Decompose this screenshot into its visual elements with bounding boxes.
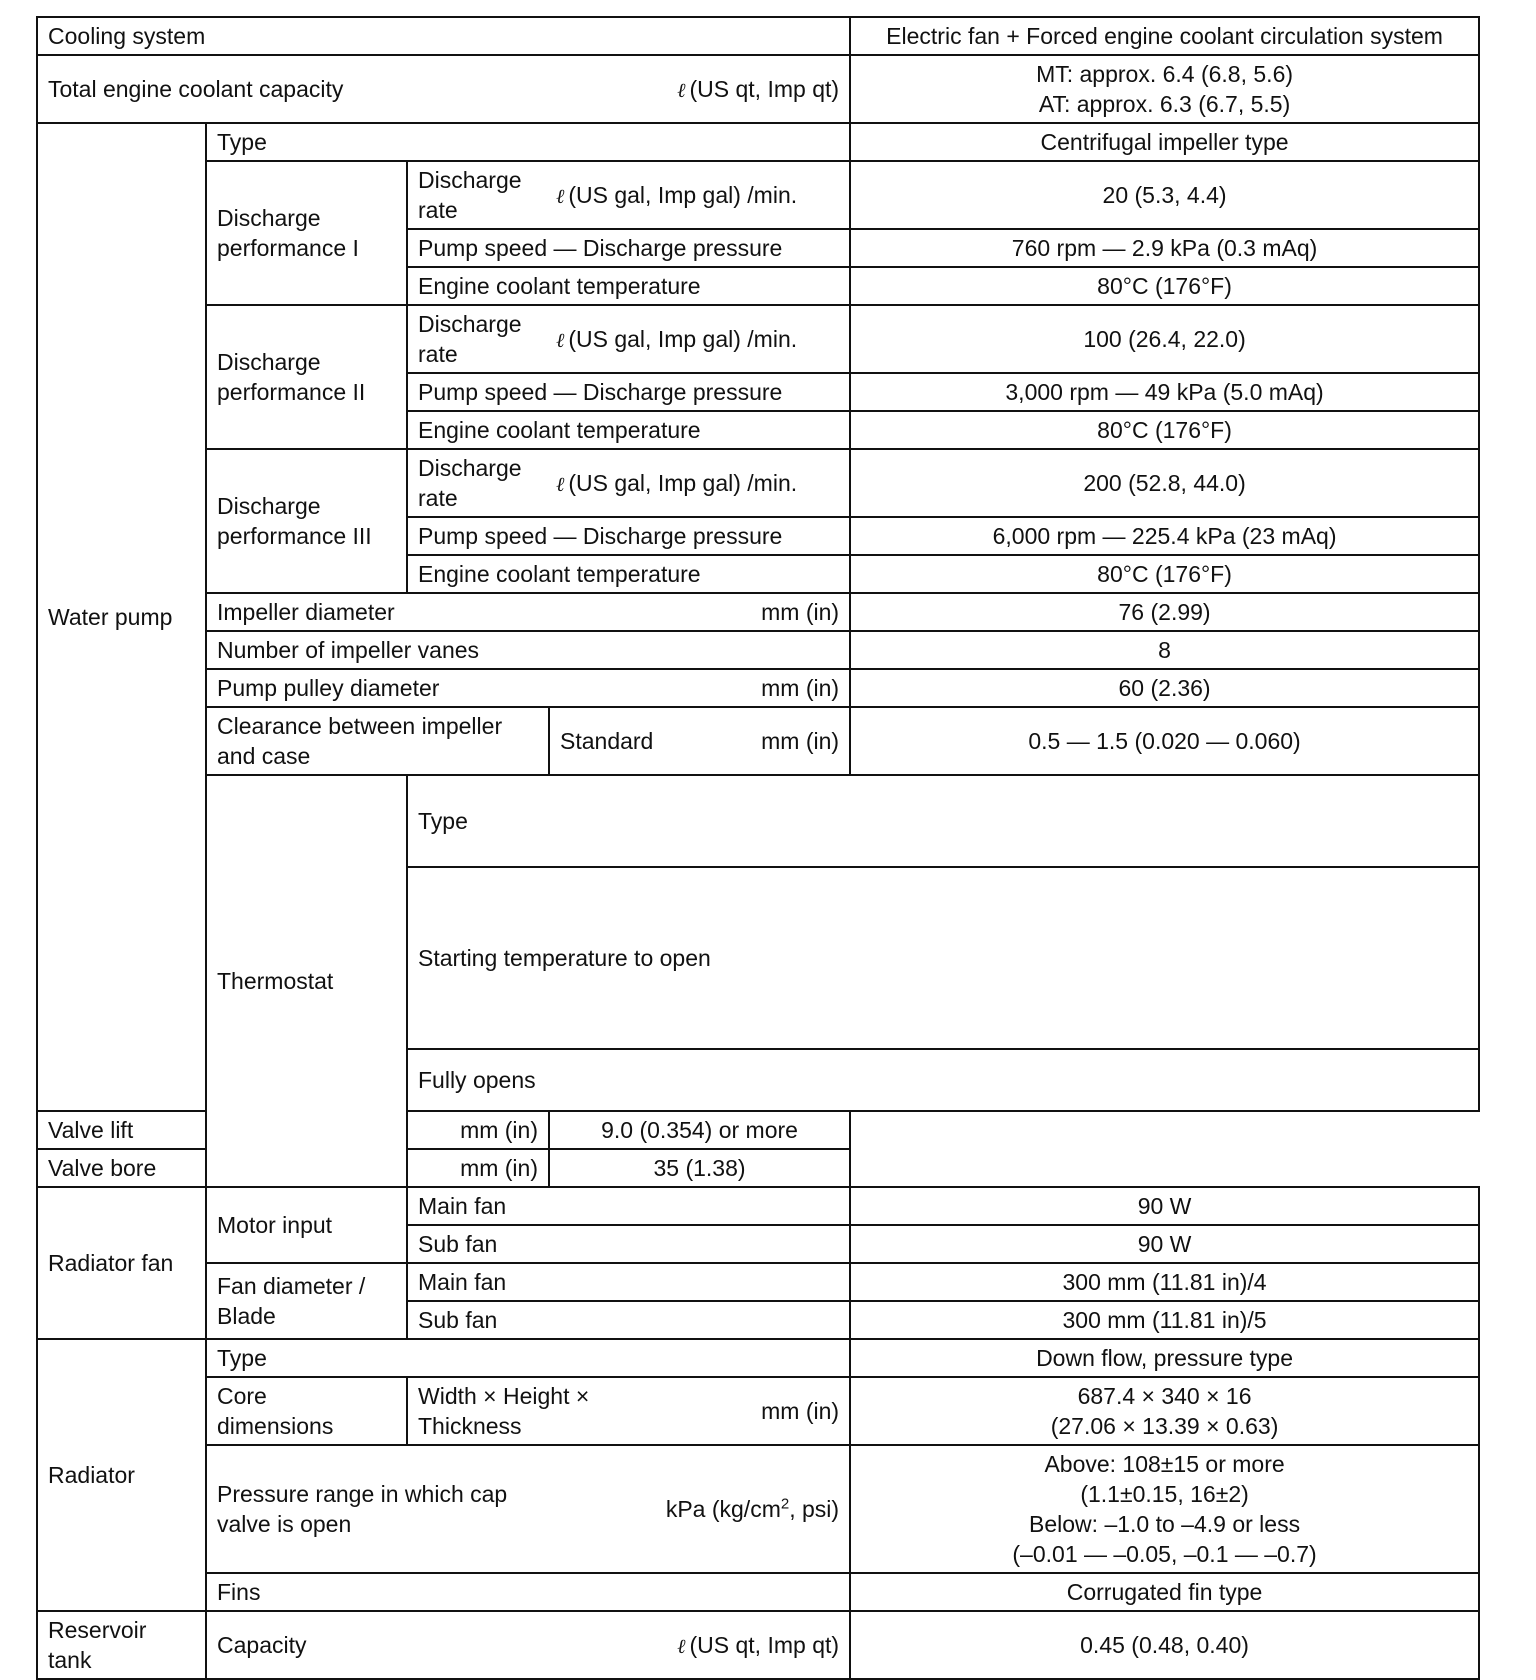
total-coolant-mt: MT: approx. 6.4 (6.8, 5.6) [1036, 61, 1294, 87]
cooling-system-spec-sheet [36, 16, 1478, 1680]
valve-lift-value: 9.0 (0.354) or more [549, 1111, 850, 1149]
table-row [37, 55, 1479, 123]
reservoir-capacity-label-cell: Capacity ℓ (US qt, Imp qt) [206, 1611, 850, 1679]
table-row [37, 1187, 1479, 1225]
performance-2-rate-label: Discharge rate ℓ (US gal, Imp gal) /min. [407, 305, 850, 373]
table-row [37, 1573, 1479, 1611]
valve-bore-value: 35 (1.38) [549, 1149, 850, 1187]
table-row [37, 449, 1479, 517]
table-row [37, 1111, 1479, 1149]
thermostat-full-label: Fully opens [407, 1049, 1479, 1111]
clearance-label: Clearance between impeller and case [206, 707, 549, 775]
table-row [37, 775, 1479, 867]
core-dimensions-value: 687.4 × 340 × 16 (27.06 × 13.39 × 0.63) [850, 1377, 1479, 1445]
motor-main-fan-label: Main fan [407, 1187, 850, 1225]
table-row [37, 1377, 1479, 1445]
total-coolant-label-cell [37, 55, 850, 123]
radiator-type-label: Type [206, 1339, 850, 1377]
radiator-fan-label: Radiator fan [37, 1187, 206, 1339]
table-row [37, 1263, 1479, 1301]
table-row [37, 669, 1479, 707]
pulley-diameter-value: 60 (2.36) [850, 669, 1479, 707]
performance-2-label: Discharge performance II [206, 305, 407, 449]
performance-3-temp-label: Engine coolant temperature [407, 555, 850, 593]
liter-symbol: ℓ [556, 183, 565, 208]
performance-2-speed-label: Pump speed — Discharge pressure [407, 373, 850, 411]
cap-pressure-label-cell: Pressure range in which cap valve is open kPa ($kg/cm^2$, psi) [206, 1445, 850, 1573]
valve-bore-label-cell: Valve bore mm (in) [37, 1149, 549, 1187]
performance-1-temp-value: 80°C (176°F) [850, 267, 1479, 305]
motor-input-label: Motor input [206, 1187, 407, 1263]
total-coolant-label: Total engine coolant capacity [48, 76, 344, 102]
total-coolant-at: AT: approx. 6.3 (6.7, 5.5) [1038, 91, 1291, 117]
core-dimensions-label: Core dimensions [206, 1377, 407, 1445]
water-pump-type-value: Centrifugal impeller type [850, 123, 1479, 161]
performance-2-temp-label: Engine coolant temperature [407, 411, 850, 449]
liter-symbol: ℓ [556, 327, 565, 352]
cap-pressure-value: Above: 108±15 or more (1.1±0.15, 16±2) Below: –1.0 to –4.9 or less (–0.01 — –0.05, –0.1 — –0.7) [850, 1445, 1479, 1573]
performance-3-rate-label: Discharge rate ℓ (US gal, Imp gal) /min. [407, 449, 850, 517]
dia-main-fan-label: Main fan [407, 1263, 850, 1301]
performance-3-speed-value: 6,000 rpm — 225.4 kPa (23 mAq) [850, 517, 1479, 555]
radiator-type-value: Down flow, pressure type [850, 1339, 1479, 1377]
impeller-diameter-value: 76 (2.99) [850, 593, 1479, 631]
performance-1-rate-value: 20 (5.3, 4.4) [850, 161, 1479, 229]
motor-sub-fan-value: 90 W [850, 1225, 1479, 1263]
impeller-vanes-value: 8 [850, 631, 1479, 669]
performance-1-speed-value: 760 rpm — 2.9 kPa (0.3 mAq) [850, 229, 1479, 267]
reservoir-capacity-value: 0.45 (0.48, 0.40) [850, 1611, 1479, 1679]
thermostat-label: Thermostat [206, 775, 407, 1187]
thermostat-type-label: Type [407, 775, 1479, 867]
fins-value: Corrugated fin type [850, 1573, 1479, 1611]
table-row [37, 593, 1479, 631]
motor-sub-fan-label: Sub fan [407, 1225, 850, 1263]
thermostat-start-label: Starting temperature to open [407, 867, 1479, 1049]
table-row [37, 631, 1479, 669]
table-row [37, 123, 1479, 161]
performance-2-rate-value: 100 (26.4, 22.0) [850, 305, 1479, 373]
cooling-system-label: Cooling system [37, 17, 850, 55]
table-row [37, 707, 1479, 775]
reservoir-label: Reservoir tank [37, 1611, 206, 1679]
table-row [37, 161, 1479, 229]
clearance-value: 0.5 — 1.5 (0.020 — 0.060) [850, 707, 1479, 775]
performance-3-speed-label: Pump speed — Discharge pressure [407, 517, 850, 555]
dia-sub-fan-label: Sub fan [407, 1301, 850, 1339]
performance-1-temp-label: Engine coolant temperature [407, 267, 850, 305]
water-pump-label: Water pump [37, 123, 206, 1111]
performance-2-temp-value: 80°C (176°F) [850, 411, 1479, 449]
liter-symbol: ℓ [677, 1633, 686, 1658]
table-row [37, 1611, 1479, 1679]
performance-3-temp-value: 80°C (176°F) [850, 555, 1479, 593]
motor-main-fan-value: 90 W [850, 1187, 1479, 1225]
impeller-vanes-label: Number of impeller vanes [206, 631, 850, 669]
liter-symbol: ℓ [677, 77, 686, 102]
pulley-diameter-label-cell: Pump pulley diameter mm (in) [206, 669, 850, 707]
dia-sub-fan-value: 300 mm (11.81 in)/5 [850, 1301, 1479, 1339]
performance-1-label: Discharge performance I [206, 161, 407, 305]
radiator-label: Radiator [37, 1339, 206, 1611]
fan-diameter-label: Fan diameter / Blade [206, 1263, 407, 1339]
table-row [37, 17, 1479, 55]
liter-symbol: ℓ [556, 471, 565, 496]
performance-1-speed-label: Pump speed — Discharge pressure [407, 229, 850, 267]
performance-3-label: Discharge performance III [206, 449, 407, 593]
table-row [37, 1149, 1479, 1187]
total-coolant-unit: ℓ (US qt, Imp qt) [677, 75, 840, 102]
performance-1-rate-label: Discharge rate ℓ (US gal, Imp gal) /min. [407, 161, 850, 229]
performance-2-speed-value: 3,000 rpm — 49 kPa (5.0 mAq) [850, 373, 1479, 411]
dia-main-fan-value: 300 mm (11.81 in)/4 [850, 1263, 1479, 1301]
fins-label: Fins [206, 1573, 850, 1611]
performance-3-rate-value: 200 (52.8, 44.0) [850, 449, 1479, 517]
clearance-standard-cell: Standard mm (in) [549, 707, 850, 775]
table-row [37, 305, 1479, 373]
table-row [37, 1339, 1479, 1377]
cooling-system-value: Electric fan + Forced engine coolant circulation system [850, 17, 1479, 55]
impeller-diameter-label-cell: Impeller diameter mm (in) [206, 593, 850, 631]
valve-lift-label-cell: Valve lift mm (in) [37, 1111, 549, 1149]
core-dimensions-sub-cell: Width × Height × Thickness mm (in) [407, 1377, 850, 1445]
cooling-spec-table [36, 16, 1480, 1680]
table-row [37, 1445, 1479, 1573]
water-pump-type-label: Type [206, 123, 850, 161]
total-coolant-value [850, 55, 1479, 123]
